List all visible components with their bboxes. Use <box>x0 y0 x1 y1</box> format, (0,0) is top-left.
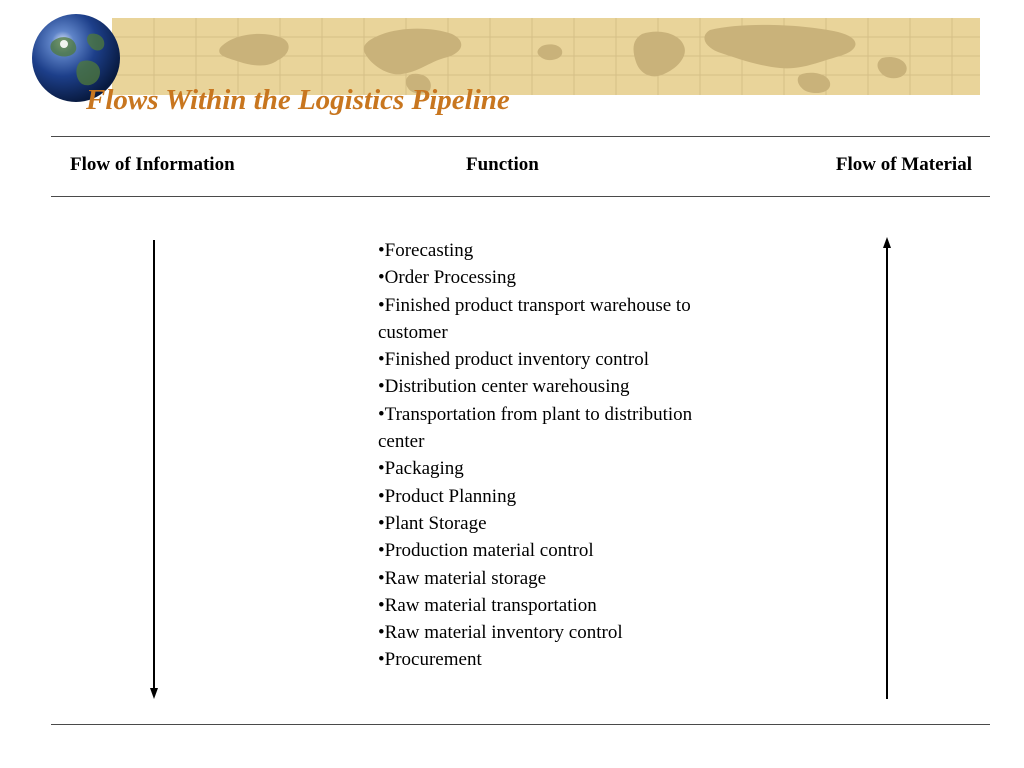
header-flow-of-information: Flow of Information <box>70 154 235 175</box>
list-item: •Transportation from plant to distribution center <box>378 403 693 453</box>
list-item: •Product Planning <box>378 485 517 507</box>
list-item: •Raw material transportation <box>378 594 597 616</box>
header-function: Function <box>466 154 539 175</box>
list-item: •Raw material storage <box>378 567 547 589</box>
header-flow-of-material: Flow of Material <box>835 154 972 175</box>
arrow-down-icon <box>146 238 162 700</box>
table-bottom-rule <box>51 724 990 725</box>
table-top-rule <box>51 136 990 137</box>
list-item: •Forecasting <box>378 240 474 261</box>
list-item: •Distribution center warehousing <box>378 376 630 398</box>
list-item: •Order Processing <box>378 267 517 289</box>
arrow-up-icon <box>879 237 895 700</box>
list-item: •Production material control <box>378 540 594 562</box>
function-list <box>378 237 698 674</box>
list-item: •Finished product transport warehouse to customer <box>378 294 691 343</box>
list-item: •Plant Storage <box>378 512 487 534</box>
header-bottom-rule <box>51 196 990 197</box>
list-item: •Procurement <box>378 649 482 671</box>
list-item: •Raw material inventory control <box>378 622 623 644</box>
slide-title: Flows Within the Logistics Pipeline <box>86 84 510 116</box>
list-item: •Packaging <box>378 458 464 480</box>
list-item: •Finished product inventory control <box>378 349 650 371</box>
